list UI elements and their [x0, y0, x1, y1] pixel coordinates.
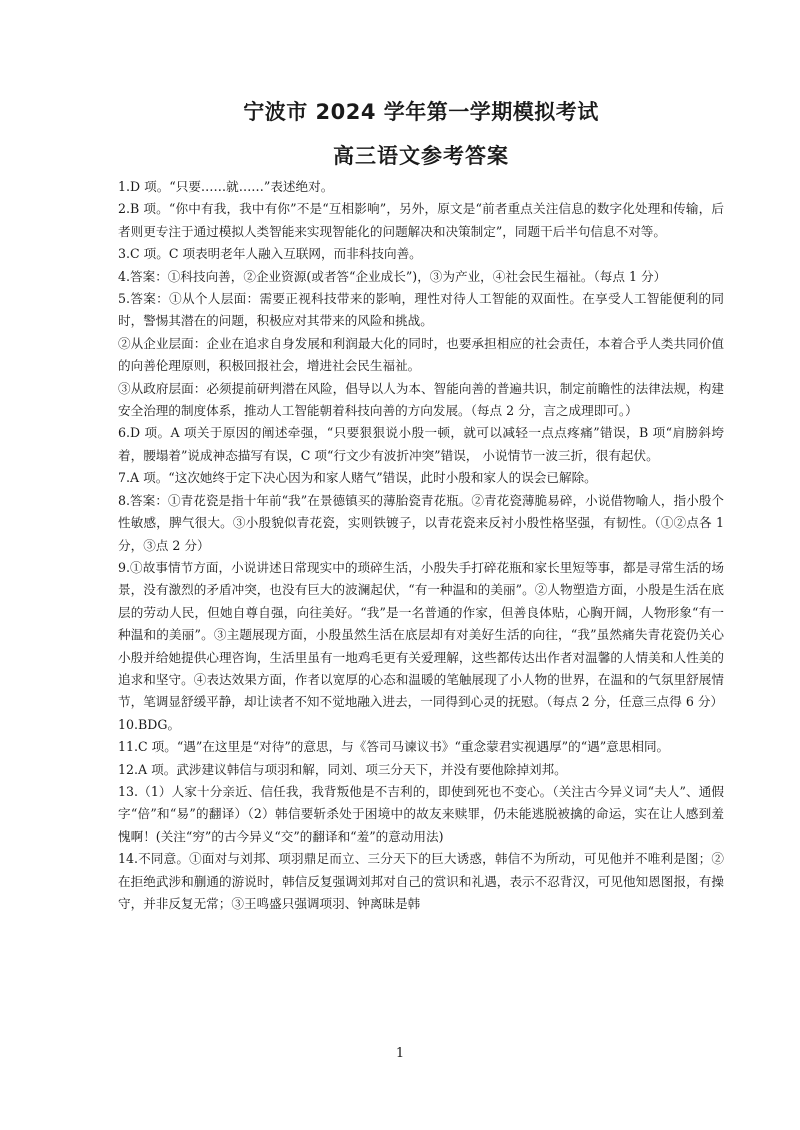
answer-item: 1.D 项。“只要……就……”表述绝对。 — [118, 179, 334, 194]
answer-item: 7.A 项。“这次她终于定下决心因为和家人赌气”错误，此时小殷和家人的误会已解除。 — [118, 470, 597, 486]
answer-item: ③从政府层面：必须提前研判潜在风险，倡导以人为本、智能向善的普遍共识，制定前瞻性的法律法规，构建安全治理的制度体系，推动人工智能朝着科技向善的方向发展。（每点 2 分，言之成理即可。） — [118, 380, 724, 419]
answer-item: 13.（1）人家十分亲近、信任我，我背叛他是不吉利的，即使到死也不变心。（关注古今异义词“夫人”、通假字“倍”和“易”的翻译）（2）韩信要斩杀处于困境中的故友来赎罪，仍未能逃脱被擒的命运，实在让人感到羞愧啊！(关注“穷”的古今异义“交”的翻译和“羞”的意动用法) — [118, 783, 724, 844]
answer-item: 5.答案：①从个人层面：需要正视科技带来的影响，理性对待人工智能的双面性。在享受人工智能便利的同时，警惕其潜在的问题，积极应对其带来的风险和挑战。 — [118, 291, 724, 329]
answer-item: 11.C 项。“遇”在这里是“对待”的意思，与《答司马谏议书》“重念蒙君实视遇厚”的“遇”意思相同。 — [118, 739, 670, 755]
answer-item: ②从企业层面：企业在追求自身发展和利润最大化的同时，也要承担相应的社会责任，本着合乎人类共同价值的向善伦理原则，积极回报社会，增进社会民生福祉。 — [118, 335, 724, 374]
answer-item: 4.答案：①科技向善，②企业资源(或者答“企业成长”)，③为产业，④社会民生福祉。（每点 1 分） — [118, 268, 667, 284]
answer-item: 2.B 项。“你中有我，我中有你”不是“互相影响”，另外，原文是“前者重点关注信息的数字化处理和传输，后者则更专注于通过模拟人类智能来实现智能化的问题解决和决策制定”，同题干后半句信息不对等。 — [118, 201, 724, 239]
answer-item: 8.答案：①青花瓷是指十年前“我”在景德镇买的薄胎瓷青花瓶。②青花瓷薄脆易碎，小说借物喻人，指小殷个性敏感，脾气很大。③小殷貌似青花瓷，实则铁镀子，以青花瓷来反衬小殷性格坚强，有韧性。（①②点各 1 分，③点 2 分） — [118, 492, 724, 553]
answer-item: 14.不同意。①面对与刘邦、项羽鼎足而立、三分天下的巨大诱惑，韩信不为所动，可见他并不唯利是图；②在拒绝武涉和蒯通的游说时，韩信反复强调刘邦对自己的赏识和礼遇，表示不忍背汉，可见他知恩图报，有操守，并非反复无常；③王鸣盛只强调项羽、钟离昧是韩 — [118, 851, 724, 911]
answer-item: 12.A 项。武涉建议韩信与项羽和解，同刘、项三分天下，并没有要他除掉刘邦。 — [118, 761, 567, 777]
answer-item: 9.①故事情节方面，小说讲述日常现实中的琐碎生活，小殷失手打碎花瓶和家长里短等事，都是寻常生活的场景，没有激烈的矛盾冲突，也没有巨大的波澜起伏，“有一种温和的美丽”。②人物塑造方面，小殷是生活在底层的劳动人民，但她自尊自强，向往美好。“我”是一名普通的作家，但善良体贴，心胸开阔，人物形象“有一种温和的美丽”。③主题展现方面，小殷虽然生活在底层却有对美好生活的向往，“我”虽然痛失青花瓷仍关心小殷并给她提供心理咨询，生活里虽有一地鸡毛更有关爱理解，这些都传达出作者对温馨的人情美和人性美的追求和坚守。④表达效果方面，作者以宽厚的心态和温暖的笔触展现了小人物的世界，在温和的气氛里舒展情节，笔调显舒缓平静，却让读者不知不觉地融入进去，一同得到心灵的抚慰。（每点 2 分，任意三点得 6 分） — [118, 559, 724, 710]
answer-list — [118, 176, 724, 915]
page-number: 1 — [395, 1046, 405, 1061]
answer-item: 10.BDG。 — [118, 716, 181, 732]
answer-item: 6.D 项。A 项关于原因的阐述牵强，“只要狠狠说小殷一顿，就可以减轻一点点疼痛”错误，B 项“肩膀斜垮着，腰塌着”说成神态描写有误，C 项“行文少有波折冲突”错误， 小说情节一波三折，很有起伏。 — [118, 425, 724, 463]
document-subtitle: 高三语文参考答案 — [333, 144, 509, 168]
document-title: 宁波市 2024 学年第一学期模拟考试 — [243, 100, 599, 124]
answer-item: 3.C 项。C 项表明老年人融入互联网，而非科技向善。 — [118, 246, 422, 262]
